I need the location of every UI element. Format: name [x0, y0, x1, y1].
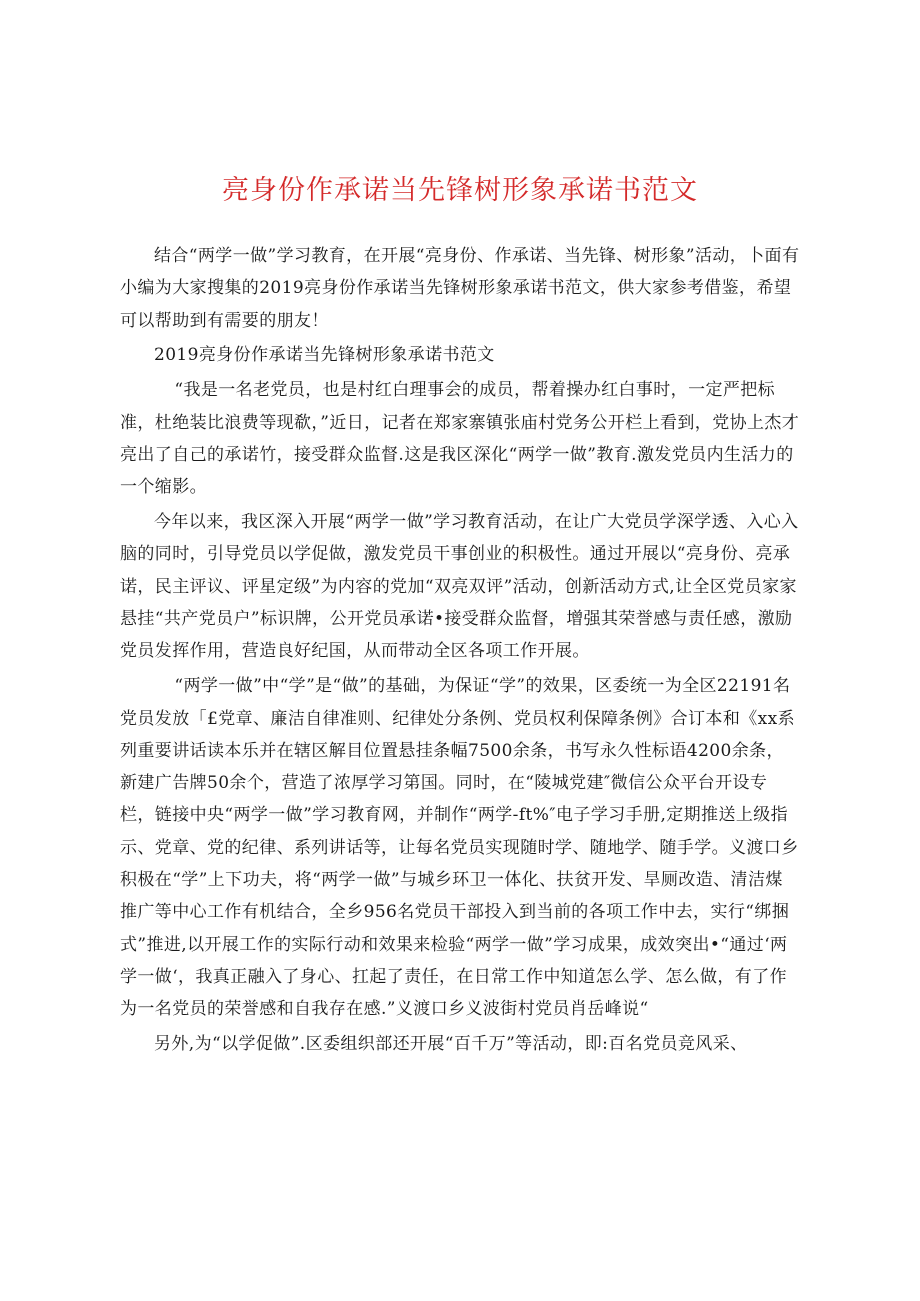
- body-paragraph: “两学一做”中“学”是“做”的基础，为保证“学”的效果，区委统一为全区22191名党员发放「£党章、廉洁自律准则、纪律处分条例、党员权利保障条例》合订本和《xx系列重要讲话读本乐并在辖区解目位置悬挂条幅7500余条，书写永久性标语4200余条，新建广告牌50余个，营造了浓厚学习第国。同时，在“陵城党建″微信公众平台开设专栏，链接中央“两学一做”学习教育网，并制作“两学-ft%″电子学习手册,定期推送上级指示、党章、党的纪律、系列讲话等，让每名党员实现随时学、随地学、随手学。义渡口乡积极在“学”上下功夫，将“两学一做”与城乡环卫一体化、扶贫开发、旱厕改造、清洁煤推广等中心工作有机结合，全乡956名党员干部投入到当前的各项工作中去，实行“绑捆式”推进,以开展工作的实际行动和效果来检验“两学一做”学习成果，成效突出•“通过‘两学一做‘，我真正融入了身心、扛起了责任，在日常工作中知道怎么学、怎么做，有了作为一名党员的荣誉感和自我存在感.”义渡口乡义波街村党员肖岳峰说“: [120, 676, 799, 1020]
- document-title: 亮身份作承诺当先锋树形象承诺书范文: [222, 175, 698, 206]
- intro-paragraph: 结合“两学一做”学习教育，在开展“亮身份、作承诺、当先锋、树形象”活动，卜面有小编为大家搜集的2019亮身份作承诺当先锋树形象承诺书范文，供大家参考借鉴，希望可以帮助到有需要的朋友！: [120, 246, 800, 331]
- quote-paragraph: “我是一名老党员，也是村红白理事会的成员，帮着操办红白事时，一定严把标准，杜绝装比浪费等现欷，”近日，记者在郑家寨镇张庙村党务公开栏上看到，党协上杰才亮出了自己的承诺竹，接受群众监督.这是我区深化“两学一做”教育.激发党员内生活力的一个缩影。: [120, 380, 800, 498]
- document-body: [120, 240, 800, 1063]
- body-paragraph: 今年以来，我区深入开展“两学一做”学习教育活动，在让广大党员学深学透、入心入脑的同时，引导党员以学促做，激发党员干事创业的积极性。通过开展以“亮身份、亮承诺，民主评议、评星定级”为内容的党加“双亮双评”活动，创新活动方式,让全区党员家家悬挂“共产党员户”标识牌，公开党员承诺•接受群众监督，增强其荣誉感与责任感，激励党员发挥作用，营造良好纪国，从而带动全区各项工作开展。: [120, 512, 799, 662]
- section-heading: 2019亮身份作承诺当先锋树形象承诺书范文: [154, 345, 495, 366]
- body-paragraph: 另外,为“以学促做”.区委组织部还开展“百千万”等活动，即:百名党员竞风采、: [154, 1034, 748, 1055]
